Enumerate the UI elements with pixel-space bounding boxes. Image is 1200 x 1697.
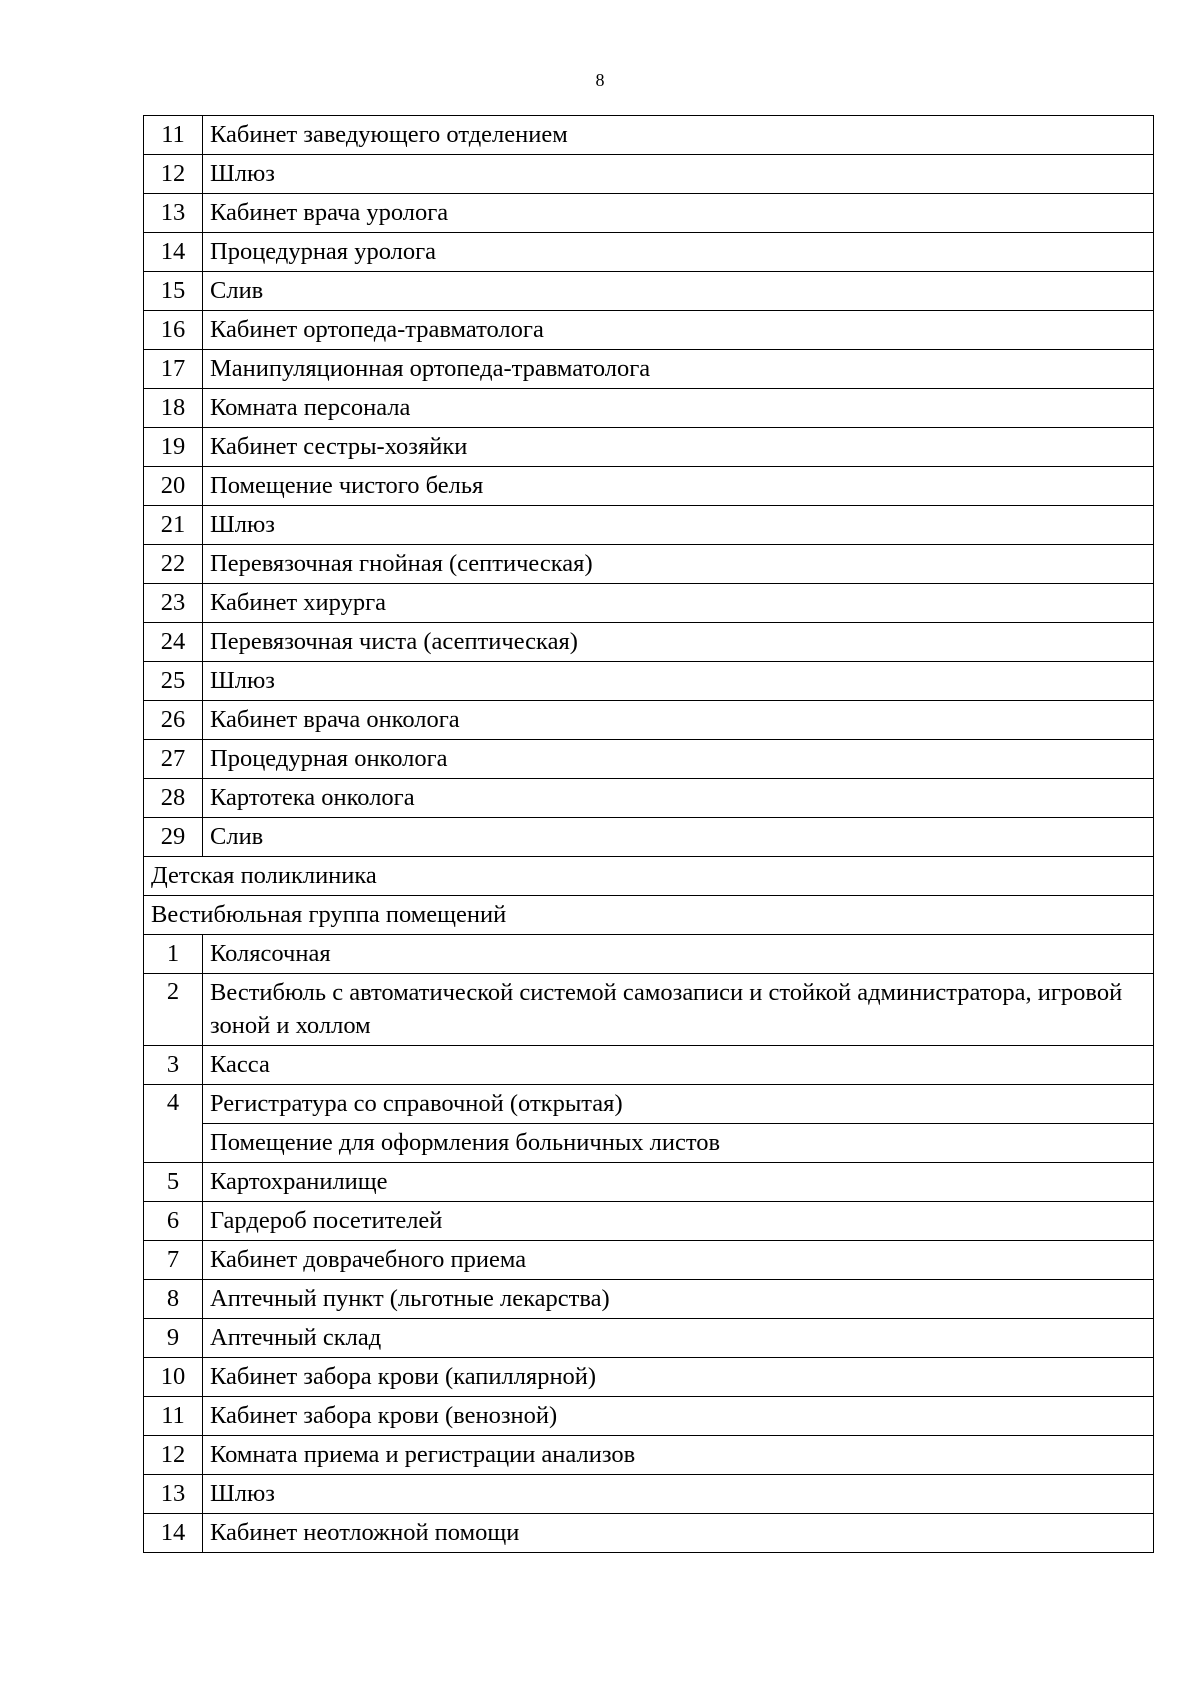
row-number: 29 [144, 818, 203, 857]
table-row [144, 818, 1154, 857]
row-number: 7 [144, 1241, 203, 1280]
section-row [144, 857, 1154, 896]
row-number: 12 [144, 155, 203, 194]
row-number: 13 [144, 1475, 203, 1514]
room-name: Комната приема и регистрации анализов [203, 1436, 1154, 1475]
row-number: 11 [144, 116, 203, 155]
table-row [144, 1397, 1154, 1436]
room-name: Помещение для оформления больничных листов [203, 1124, 1154, 1163]
table-row [144, 116, 1154, 155]
room-name: Кабинет забора крови (капиллярной) [203, 1358, 1154, 1397]
row-number: 17 [144, 350, 203, 389]
room-name: Помещение чистого белья [203, 467, 1154, 506]
table-row [144, 1319, 1154, 1358]
row-number: 5 [144, 1163, 203, 1202]
room-name: Регистратура со справочной (открытая) [203, 1085, 1154, 1124]
rooms-table-body [144, 116, 1154, 1553]
row-number: 28 [144, 779, 203, 818]
table-row [144, 779, 1154, 818]
row-number: 14 [144, 1514, 203, 1553]
table-row [144, 467, 1154, 506]
row-number: 6 [144, 1202, 203, 1241]
room-name: Слив [203, 272, 1154, 311]
row-number: 1 [144, 935, 203, 974]
row-number: 20 [144, 467, 203, 506]
table-row [144, 1202, 1154, 1241]
room-name: Кабинет врача онколога [203, 701, 1154, 740]
table-row [144, 974, 1154, 1046]
table-row [144, 1475, 1154, 1514]
row-number: 2 [144, 974, 203, 1046]
table-row [144, 155, 1154, 194]
room-name: Кабинет хирурга [203, 584, 1154, 623]
row-number: 25 [144, 662, 203, 701]
row-number: 4 [144, 1085, 203, 1163]
room-name: Кабинет врача уролога [203, 194, 1154, 233]
row-number: 21 [144, 506, 203, 545]
table-row [144, 701, 1154, 740]
room-name: Перевязочная гнойная (септическая) [203, 545, 1154, 584]
table-row [144, 389, 1154, 428]
room-name: Процедурная онколога [203, 740, 1154, 779]
room-name: Касса [203, 1046, 1154, 1085]
room-name: Шлюз [203, 506, 1154, 545]
section-heading-vestibule: Вестибюльная группа помещений [144, 896, 1154, 935]
table-row [144, 1046, 1154, 1085]
room-name: Шлюз [203, 155, 1154, 194]
table-row [144, 1124, 1154, 1163]
room-name: Картотека онколога [203, 779, 1154, 818]
row-number: 22 [144, 545, 203, 584]
table-row [144, 272, 1154, 311]
room-name: Перевязочная чиста (асептическая) [203, 623, 1154, 662]
room-name: Аптечный склад [203, 1319, 1154, 1358]
row-number: 14 [144, 233, 203, 272]
section-heading-children: Детская поликлиника [144, 857, 1154, 896]
row-number: 11 [144, 1397, 203, 1436]
room-name: Кабинет неотложной помощи [203, 1514, 1154, 1553]
row-number: 3 [144, 1046, 203, 1085]
table-row [144, 1280, 1154, 1319]
page-number: 8 [595, 70, 605, 90]
row-number: 18 [144, 389, 203, 428]
row-number: 16 [144, 311, 203, 350]
table-row [144, 584, 1154, 623]
room-name: Шлюз [203, 662, 1154, 701]
table-row [144, 311, 1154, 350]
room-name: Кабинет заведующего отделением [203, 116, 1154, 155]
table-row [144, 623, 1154, 662]
table-row [144, 1085, 1154, 1124]
table-row [144, 1514, 1154, 1553]
room-name: Аптечный пункт (льготные лекарства) [203, 1280, 1154, 1319]
room-name: Кабинет ортопеда-травматолога [203, 311, 1154, 350]
room-name: Процедурная уролога [203, 233, 1154, 272]
room-name: Картохранилище [203, 1163, 1154, 1202]
room-name: Комната персонала [203, 389, 1154, 428]
row-number: 10 [144, 1358, 203, 1397]
room-name: Манипуляционная ортопеда-травматолога [203, 350, 1154, 389]
table-row [144, 350, 1154, 389]
table-row [144, 233, 1154, 272]
room-name: Вестибюль с автоматической системой самозаписи и стойкой администратора, игровой зоной и холлом [203, 974, 1154, 1046]
row-number: 26 [144, 701, 203, 740]
table-row [144, 1358, 1154, 1397]
row-number: 23 [144, 584, 203, 623]
row-number: 24 [144, 623, 203, 662]
row-number: 13 [144, 194, 203, 233]
table-row [144, 428, 1154, 467]
table-row [144, 1241, 1154, 1280]
room-name: Колясочная [203, 935, 1154, 974]
row-number: 12 [144, 1436, 203, 1475]
table-row [144, 935, 1154, 974]
room-name: Слив [203, 818, 1154, 857]
table-row [144, 1436, 1154, 1475]
rooms-table [143, 115, 1154, 1553]
room-name: Кабинет сестры-хозяйки [203, 428, 1154, 467]
table-row [144, 194, 1154, 233]
row-number: 8 [144, 1280, 203, 1319]
room-name: Шлюз [203, 1475, 1154, 1514]
room-name: Кабинет доврачебного приема [203, 1241, 1154, 1280]
row-number: 15 [144, 272, 203, 311]
table-row [144, 740, 1154, 779]
room-name: Кабинет забора крови (венозной) [203, 1397, 1154, 1436]
table-row [144, 1163, 1154, 1202]
table-row [144, 662, 1154, 701]
room-name: Гардероб посетителей [203, 1202, 1154, 1241]
row-number: 9 [144, 1319, 203, 1358]
table-row [144, 506, 1154, 545]
section-row [144, 896, 1154, 935]
table-row [144, 545, 1154, 584]
row-number: 19 [144, 428, 203, 467]
row-number: 27 [144, 740, 203, 779]
